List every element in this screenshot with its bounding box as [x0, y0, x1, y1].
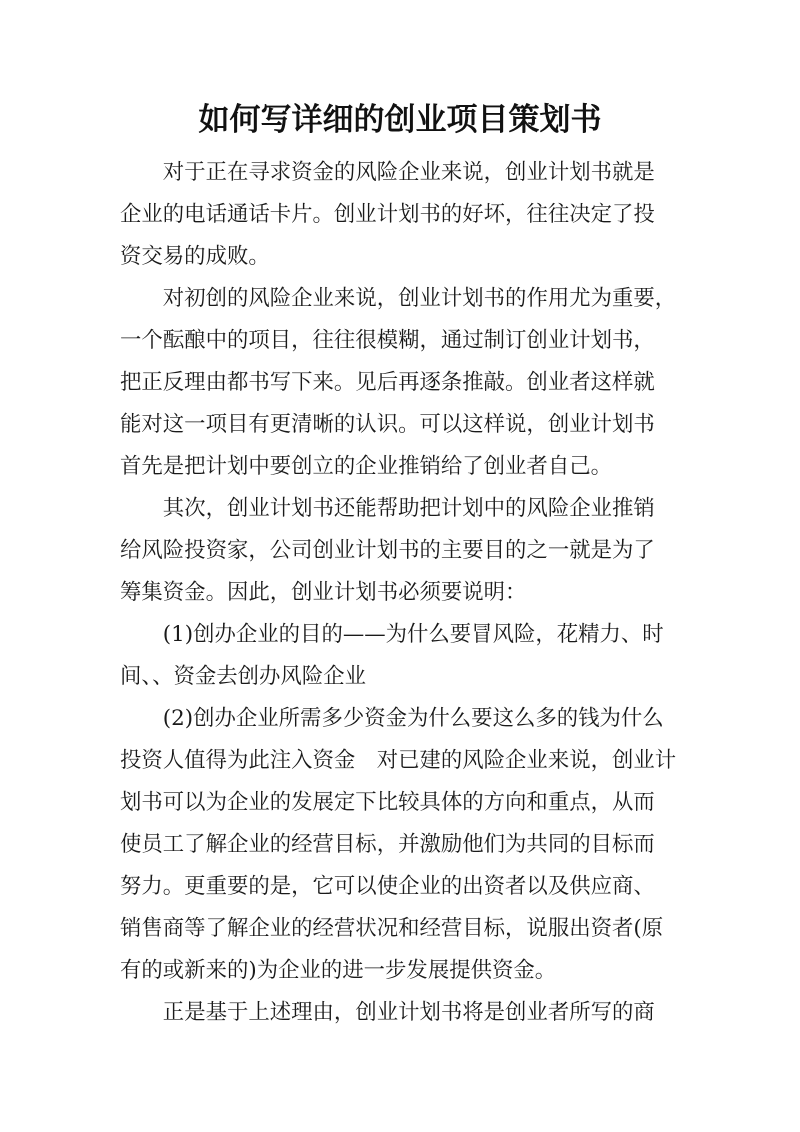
text-line: 正是基于上述理由，创业计划书将是创业者所写的商: [162, 1000, 655, 1025]
text-line: 投资人值得为此注入资金 对已建的风险企业来说，创业计: [120, 748, 677, 773]
text-line: 其次，创业计划书还能帮助把计划中的风险企业推销: [162, 496, 655, 521]
document-title: 如何写详细的创业项目策划书: [198, 102, 602, 138]
text-line: 企业的电话通话卡片。创业计划书的好坏，往往决定了投: [120, 202, 655, 227]
text-line: 对初创的风险企业来说，创业计划书的作用尤为重要，: [162, 286, 677, 311]
text-line: 销售商等了解企业的经营状况和经营目标，说服出资者(原: [120, 916, 664, 941]
text-line: 给风险投资家，公司创业计划书的主要目的之一就是为了: [120, 538, 655, 563]
list-item-1: [120, 614, 664, 698]
text-line: (2)创办企业所需多少资金为什么要这么多的钱为什么: [162, 706, 664, 731]
text-line: 对于正在寻求资金的风险企业来说，创业计划书就是: [162, 160, 655, 185]
text-line: 能对这一项目有更清晰的认识。可以这样说，创业计划书: [120, 412, 655, 437]
text-line: (1)创办企业的目的——为什么要冒风险，花精力、时: [162, 622, 664, 647]
text-line: 筹集资金。因此，创业计划书必须要说明：: [120, 580, 527, 605]
text-line: 首先是把计划中要创立的企业推销给了创业者自己。: [120, 454, 612, 479]
list-item-2: [120, 698, 677, 992]
text-line: 一个酝酿中的项目，往往很模糊，通过制订创业计划书，: [120, 328, 655, 353]
text-line: 有的或新来的)为企业的进一步发展提供资金。: [120, 958, 557, 983]
text-line: 使员工了解企业的经营目标，并激励他们为共同的目标而: [120, 832, 655, 857]
paragraph-conclusion: [120, 992, 660, 1034]
text-line: 把正反理由都书写下来。见后再逐条推敲。创业者这样就: [120, 370, 655, 395]
text-line: 努力。更重要的是，它可以使企业的出资者以及供应商、: [120, 874, 655, 899]
document-body: [120, 152, 677, 1034]
paragraph-investor-role: [120, 488, 660, 614]
text-line: 划书可以为企业的发展定下比较具体的方向和重点，从而: [120, 790, 655, 815]
paragraph-intro: [120, 152, 660, 278]
text-line: 资交易的成败。: [120, 244, 270, 269]
text-line: 间、、资金去创办风险企业: [120, 664, 366, 689]
paragraph-startup-role: [120, 278, 677, 488]
